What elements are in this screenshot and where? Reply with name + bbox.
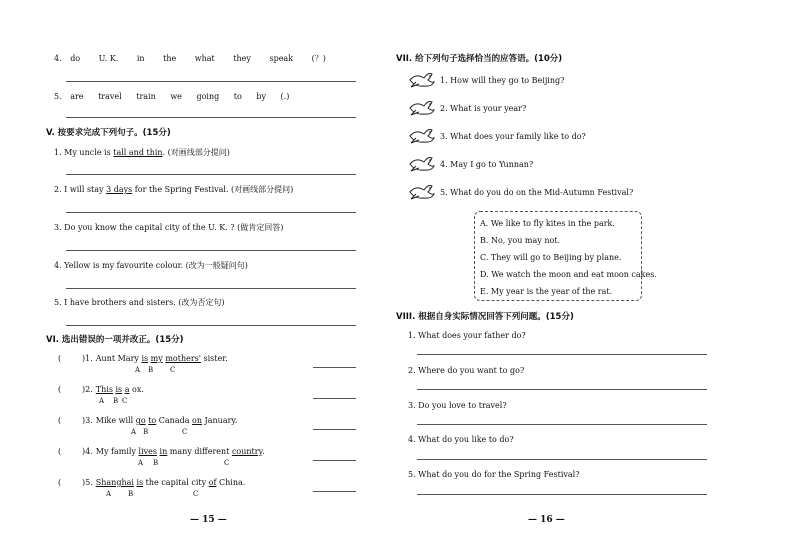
section-5-item-4: 4. Yellow is my favourite colour. (改为一般疑问句) [54, 261, 248, 270]
option-label-c: C [224, 459, 230, 467]
section-7-item-4: 4. May I go to Yunnan? [440, 160, 534, 169]
reorder-item-5: 5. are travel train we going to by (.) [54, 92, 290, 101]
answer-line[interactable] [66, 325, 356, 326]
answer-line[interactable] [417, 459, 707, 460]
paren-open: ( [58, 416, 62, 425]
option-label-a: A [135, 366, 141, 374]
option-label-c: C [122, 397, 128, 405]
answer-option-b: B. No, you may not. [480, 236, 561, 245]
answer-line[interactable] [417, 494, 707, 495]
option-label-b: B [148, 366, 154, 374]
paren-open: ( [58, 385, 62, 394]
answer-line[interactable] [66, 288, 356, 289]
answer-option-e: E. My year is the year of the rat. [480, 287, 613, 296]
dove-icon [408, 70, 436, 90]
page-number-left: — 15 — [190, 515, 227, 525]
section-8-item-2: 2. Where do you want to go? [408, 366, 525, 375]
section-7-title: VII. 给下列句子选择恰当的应答语。(10分) [396, 54, 563, 64]
correction-line[interactable] [313, 429, 356, 430]
section-7-item-2: 2. What is your year? [440, 104, 527, 113]
dove-icon [408, 98, 436, 118]
error-item-4: )4. My family lives in many different country. [82, 447, 265, 456]
correction-line[interactable] [313, 398, 356, 399]
section-8-item-4: 4. What do you like to do? [408, 435, 514, 444]
answer-line[interactable] [66, 117, 356, 118]
paren-open: ( [58, 447, 62, 456]
answer-line[interactable] [66, 212, 356, 213]
option-label-c: C [193, 490, 199, 498]
section-7-item-1: 1. How will they go to Beijing? [440, 76, 565, 85]
answer-option-a: A. We like to fly kites in the park. [480, 219, 615, 228]
answer-line[interactable] [417, 424, 707, 425]
error-item-2: )2. This is a ox. [82, 385, 144, 394]
paren-open: ( [58, 354, 62, 363]
option-label-a: A [131, 428, 137, 436]
dove-icon [408, 154, 436, 174]
error-item-3: )3. Mike will go to Canada on January. [82, 416, 238, 425]
option-label-a: A [99, 397, 105, 405]
answer-line[interactable] [66, 250, 356, 251]
option-label-a: A [138, 459, 144, 467]
section-6-title: VI. 选出错误的一项并改正。(15分) [46, 335, 184, 345]
section-8-item-5: 5. What do you do for the Spring Festival? [408, 470, 580, 479]
option-label-b: B [143, 428, 149, 436]
dove-icon [408, 182, 436, 202]
answer-line[interactable] [66, 174, 356, 175]
option-label-b: B [153, 459, 159, 467]
option-label-c: C [170, 366, 176, 374]
section-5-title: V. 按要求完成下列句子。(15分) [46, 128, 171, 138]
paren-open: ( [58, 478, 62, 487]
section-7-item-5: 5. What do you do on the Mid-Autumn Festival? [440, 188, 634, 197]
section-7-item-3: 3. What does your family like to do? [440, 132, 586, 141]
answer-line[interactable] [417, 389, 707, 390]
section-8-title: VIII. 根据自身实际情况回答下列问题。(15分) [396, 312, 574, 322]
section-8-item-3: 3. Do you love to travel? [408, 401, 507, 410]
section-5-item-2: 2. I will stay 3 days for the Spring Festival. (对画线部分提问) [54, 185, 294, 194]
correction-line[interactable] [313, 491, 356, 492]
section-8-item-1: 1. What does your father do? [408, 331, 526, 340]
option-label-b: B [113, 397, 119, 405]
error-item-1: )1. Aunt Mary is my mothers' sister. [82, 354, 228, 363]
answer-option-c: C. They will go to Beijing by plane. [480, 253, 622, 262]
section-5-item-5: 5. I have brothers and sisters. (改为否定句) [54, 298, 225, 307]
answer-line[interactable] [66, 81, 356, 82]
dove-icon [408, 126, 436, 146]
correction-line[interactable] [313, 460, 356, 461]
error-item-5: )5. Shanghai is the capital city of China. [82, 478, 246, 487]
page-number-right: — 16 — [528, 515, 565, 525]
section-5-item-3: 3. Do you know the capital city of the U. K. ? (做肯定回答) [54, 223, 284, 232]
option-label-a: A [106, 490, 112, 498]
option-label-c: C [182, 428, 188, 436]
answer-option-d: D. We watch the moon and eat moon cakes. [480, 270, 657, 279]
answer-line[interactable] [417, 354, 707, 355]
reorder-item-4: 4. do U. K. in the what they speak (？) [54, 54, 326, 63]
correction-line[interactable] [313, 367, 356, 368]
option-label-b: B [128, 490, 134, 498]
section-5-item-1: 1. My uncle is tall and thin. (对画线部分提问) [54, 148, 230, 157]
